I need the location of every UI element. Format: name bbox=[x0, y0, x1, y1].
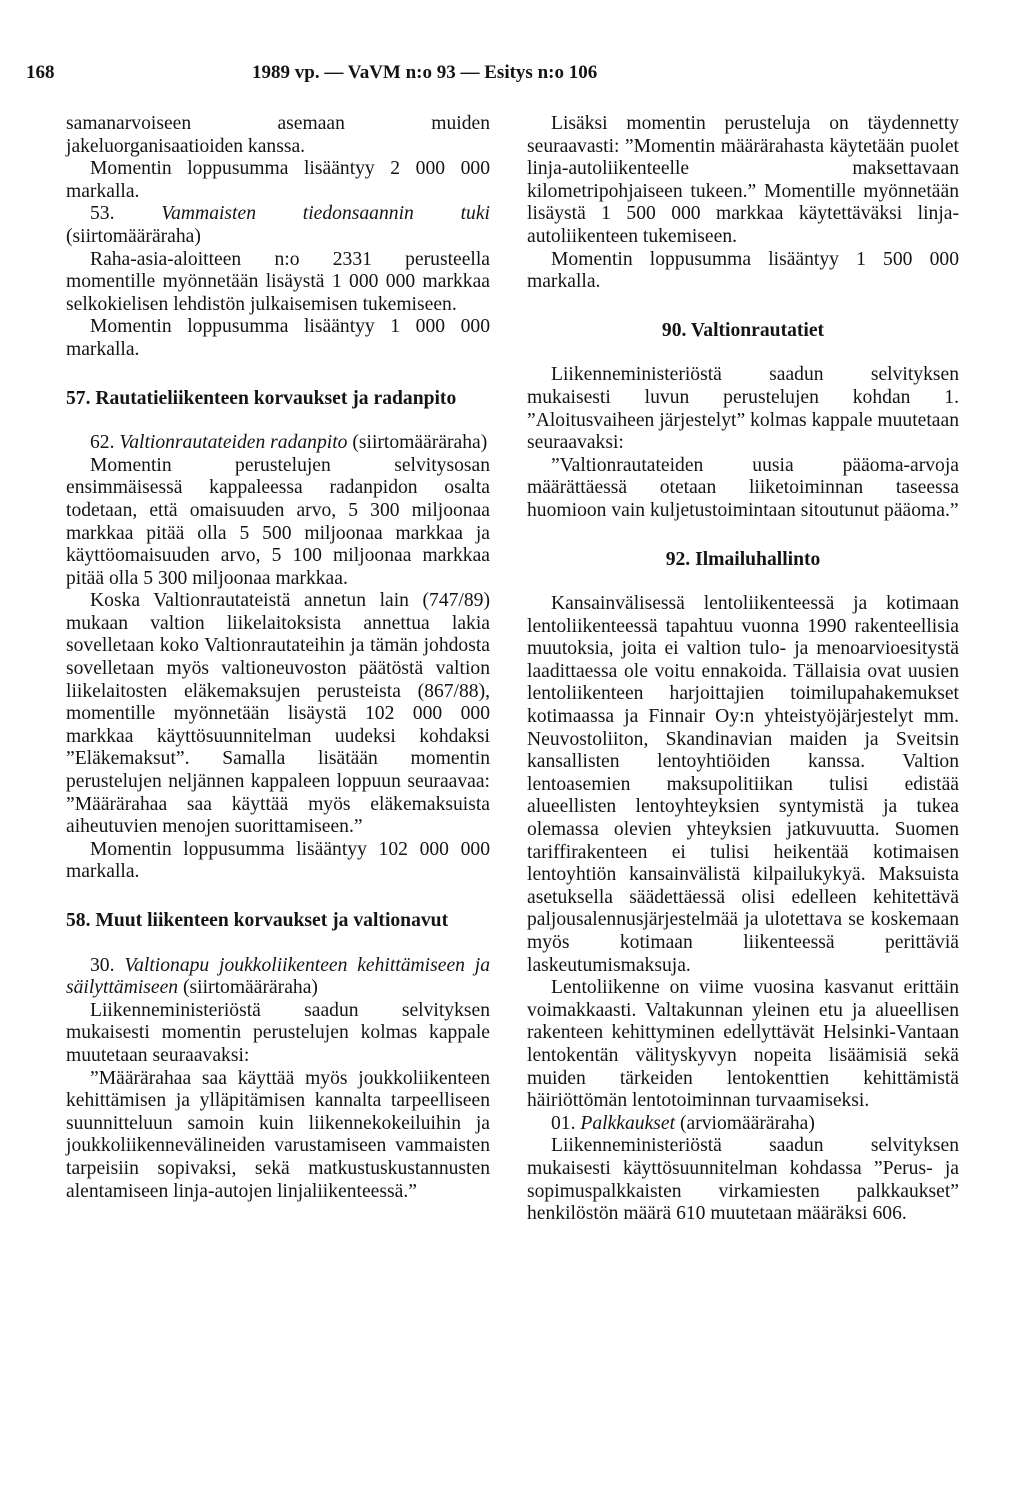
paragraph: Momentin loppusumma lisääntyy 1 500 000 markalla. bbox=[527, 248, 959, 293]
running-title: 1989 vp. — VaVM n:o 93 — Esitys n:o 106 bbox=[252, 62, 598, 83]
paragraph: Lentoliikenne on viime vuosina kasvanut erittäin voimakkaasti. Valtakunnan yleinen etu ja alueellisen rakenteen kehittyminen edellyttävät Helsinki-Vantaan lentokentän välityskyvyn nopeita lisäämisiä sekä muiden tärkeiden lentokenttien kehittämistä häiriöttömän lentotoiminnan turvaamiseksi. bbox=[527, 977, 959, 1112]
item-number: 53. bbox=[90, 203, 115, 225]
page-number: 168 bbox=[26, 62, 55, 83]
paragraph: samanarvoiseen asemaan muiden jakeluorganisaatioiden kanssa. bbox=[66, 113, 490, 157]
item-30-title bbox=[66, 955, 490, 1000]
paragraph: Koska Valtionrautateistä annetun lain (747/89) mukaan valtion liikelaitoksista annettua lakia sovelletaan koko Valtionrautateihin ja tämän johdosta sovelletaan myös valtioneuvoston päätöstä valtion liikelaitosten eläkemaksujen perusteista (867/88), momentille myönnetään lisäystä 102 000 000 markkaa käyttösuunnitelman uudeksi kohdaksi ”Eläkemaksut”. Samalla lisätään momentin perustelujen neljännen kappaleen loppuun seuraavaa: ”Määrärahaa saa käyttää myös eläkemaksuista aiheutuvien menojen suorittamiseen.” bbox=[66, 590, 490, 838]
paragraph: Raha-asia-aloitteen n:o 2331 perusteella momentille myönnetään lisäystä 1 000 000 markkaa selkokielisen lehdistön julkaisemisen tukemiseen. bbox=[66, 248, 490, 315]
paragraph: Momentin loppusumma lisääntyy 102 000 000 markalla. bbox=[66, 838, 490, 883]
item-62-title bbox=[66, 432, 490, 455]
item-title: Valtionapu joukkoliikenteen kehittämiseen ja säilyttämiseen bbox=[66, 954, 490, 999]
paragraph: Momentin loppusumma lisääntyy 1 000 000 markalla. bbox=[66, 316, 490, 360]
item-type: (arviomääräraha) bbox=[679, 1112, 815, 1134]
paragraph: Kansainvälisessä lentoliikenteessä ja kotimaan lentoliikenteessä tapahtuu vuonna 1990 rakenteellisia muutoksia, joita ei valtion tulo- ja menoarvioesitystä laadittaessa ole voitu ennakoida. Tällaisia ovat uusien lentoliikenteen harjoittajien toimilupahakemukset kotimaassa ja Finnair Oy:n yhteistyöjärjestelyt mm. Neuvostoliiton, Skandinavian maiden ja Sveitsin kansallisten lentoyhtiöiden kanssa. Valtion lentoasemien maksupolitiikan tulisi edistää alueellisten lentoyhteyksien syntymistä ja tukea olemassa olevien yhteyksien jatkuvuutta. Suomen tariffirakenteen ei tulisi heikentää kotimaisen lentoyhtiön kansainvälistä kilpailukykyä. Maksuista asetuksella säädettäessä olisi edelleen kehitettävä paljousalennusjärjestelmää ja ulotettava se koskemaan myös kotimaan liikenteessä perittäviä laskeutumismaksuja. bbox=[527, 593, 959, 976]
paragraph: Lisäksi momentin perusteluja on täydennetty seuraavasti: ”Momentin määrärahasta käytetään puolet linja-autoliikenteelle maksettavaan kilometripohjaiseen tukeen.” Momentille myönnetään lisäystä 1 500 000 markkaa käytettäväksi linja-autoliikenteen tukemiseen. bbox=[527, 113, 959, 247]
paragraph: Momentin loppusumma lisääntyy 2 000 000 markalla. bbox=[66, 158, 490, 202]
item-number: 01. bbox=[551, 1112, 576, 1134]
item-title: Valtionrautateiden radanpito bbox=[119, 432, 348, 454]
paragraph: Liikenneministeriöstä saadun selvityksen mukaisesti momentin perustelujen kolmas kappale muutetaan seuraavaksi: bbox=[66, 999, 490, 1066]
item-number: 30. bbox=[90, 954, 115, 976]
item-number: 62. bbox=[90, 432, 115, 454]
paragraph: ”Määrärahaa saa käyttää myös joukkoliikenteen kehittämisen ja ylläpitämisen kannalta tarpeelliseen suunnitteluun samoin kuin liikennekokeiluihin ja joukkoliikennevälineiden varustamiseen vammaisten tarpeisiin sopivaksi, sekä matkustuskustannusten alentamiseen linja-autojen linjaliikenteessä.” bbox=[66, 1067, 490, 1202]
item-01-title bbox=[527, 1113, 959, 1136]
item-type: (siirtomääräraha) bbox=[183, 977, 318, 999]
right-column bbox=[527, 113, 959, 1226]
section-heading-58: 58. Muut liikenteen korvaukset ja valtionavut bbox=[66, 910, 449, 931]
item-53-title bbox=[66, 203, 490, 248]
left-column bbox=[66, 113, 490, 1203]
section-heading-57: 57. Rautatieliikenteen korvaukset ja radanpito bbox=[66, 387, 457, 409]
item-type: (siirtomääräraha) bbox=[66, 225, 201, 247]
paragraph: ”Valtionrautateiden uusia pääoma-arvoja määrättäessä otetaan liiketoiminnan taseessa huomioon vain kuljetustoimintaan sitoutunut pääoma.” bbox=[527, 454, 959, 521]
paragraph: Liikenneministeriöstä saadun selvityksen mukaisesti luvun perustelujen kohdan 1. ”Aloitusvaiheen järjestelyt” kolmas kappale muutetaan seuraavaksi: bbox=[527, 364, 960, 454]
item-title: Palkkaukset bbox=[580, 1112, 676, 1134]
paragraph: Liikenneministeriöstä saadun selvityksen mukaisesti käyttösuunnitelman kohdassa ”Perus- ja sopimuspalkkaisten virkamiesten palkkaukset” henkilöstön määrä 610 muutetaan määräksi 606. bbox=[527, 1135, 959, 1225]
item-title: Vammaisten tiedonsaannin tuki bbox=[161, 203, 490, 225]
page-header bbox=[26, 62, 1006, 86]
section-heading-90: 90. Valtionrautatiet bbox=[661, 319, 825, 341]
paragraph: Momentin perustelujen selvitysosan ensimmäisessä kappaleessa radanpidon osalta todetaan, että omaisuuden arvo, 5 300 miljoonaa markkaa pitää olla 5 500 miljoonaa markkaa ja käyttöomaisuuden arvo, 5 100 miljoonaa markkaa pitää olla 5 300 miljoonaa markkaa. bbox=[66, 454, 490, 589]
item-type: (siirtomääräraha) bbox=[352, 432, 488, 454]
section-heading-92: 92. Ilmailuhallinto bbox=[665, 548, 821, 570]
